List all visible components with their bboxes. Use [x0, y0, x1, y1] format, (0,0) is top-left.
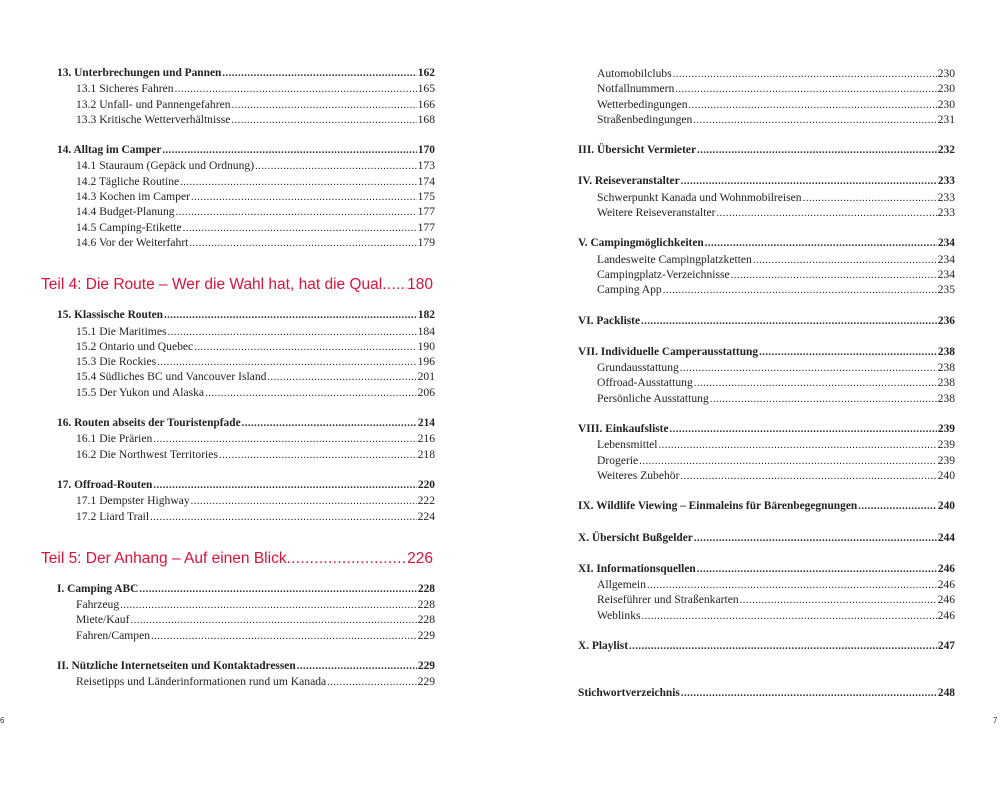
toc-entry-II-5[interactable]: Straßenbedingungen ..... 231: [578, 112, 955, 127]
toc-chapter-16[interactable]: 16. Routen abseits der Touristenpfade ..... 214: [57, 416, 435, 431]
toc-appendix-XI[interactable]: XI. Informationsquellen ..... 246: [578, 562, 955, 577]
toc-entry-II-2[interactable]: Automobilclubs ..... 230: [578, 66, 955, 81]
toc-appendix-V[interactable]: V. Campingmöglichkeiten ..... 234: [578, 236, 955, 251]
toc-appendix-VIII[interactable]: VIII. Einkaufsliste ..... 239: [578, 422, 955, 437]
toc-entry-XI-3[interactable]: Weblinks ..... 246: [578, 608, 955, 623]
toc-left-column: [41, 66, 435, 690]
toc-entry-V-1[interactable]: Landesweite Campingplatzketten ..... 234: [578, 252, 955, 267]
toc-appendix-II[interactable]: II. Nützliche Internetseiten und Kontaktadressen ..... 229: [57, 659, 435, 674]
toc-part-4[interactable]: Teil 4: Die Route – Wer die Wahl hat, hat die Qual ..... 180: [41, 274, 433, 296]
toc-entry-14-1[interactable]: 14.1 Stauraum (Gepäck und Ordnung) ..... 173: [57, 158, 435, 173]
page-number-left: 6: [0, 716, 5, 725]
toc-part-5[interactable]: Teil 5: Der Anhang – Auf einen Blick ..... 226: [41, 548, 433, 570]
toc-chapter-17[interactable]: 17. Offroad-Routen ..... 220: [57, 478, 435, 493]
toc-appendix-IV[interactable]: IV. Reiseveranstalter ..... 233: [578, 174, 955, 189]
toc-entry-13-3[interactable]: 13.3 Kritische Wetterverhältnisse ..... 168: [57, 112, 435, 127]
toc-chapter-14[interactable]: 14. Alltag im Camper ..... 170: [57, 143, 435, 158]
page-number-right: 7: [993, 716, 998, 725]
toc-entry-VIII-1[interactable]: Lebensmittel ..... 239: [578, 437, 955, 452]
toc-entry-14-3[interactable]: 14.3 Kochen im Camper ..... 175: [57, 189, 435, 204]
toc-entry-I-2[interactable]: Miete/Kauf ..... 228: [57, 612, 435, 627]
toc-entry-17-2[interactable]: 17.2 Liard Trail ..... 224: [57, 509, 435, 524]
toc-entry-V-3[interactable]: Camping App ..... 235: [578, 282, 955, 297]
toc-right-column: [578, 66, 955, 702]
toc-entry-15-2[interactable]: 15.2 Ontario und Quebec ..... 190: [57, 339, 435, 354]
toc-entry-13-1[interactable]: 13.1 Sicheres Fahren ..... 165: [57, 81, 435, 96]
toc-entry-16-1[interactable]: 16.1 Die Prärien ..... 216: [57, 431, 435, 446]
toc-entry-II-3[interactable]: Notfallnummern ..... 230: [578, 81, 955, 96]
toc-appendix-VII[interactable]: VII. Individuelle Camperausstattung ..... 238: [578, 345, 955, 360]
toc-entry-VII-3[interactable]: Persönliche Ausstattung ..... 238: [578, 391, 955, 406]
toc-chapter-13[interactable]: 13. Unterbrechungen und Pannen ..... 162: [57, 66, 435, 81]
toc-entry-XI-2[interactable]: Reiseführer und Straßenkarten ..... 246: [578, 592, 955, 607]
toc-entry-VII-2[interactable]: Offroad-Ausstattung ..... 238: [578, 375, 955, 390]
toc-entry-XI-1[interactable]: Allgemein ..... 246: [578, 577, 955, 592]
toc-entry-I-3[interactable]: Fahren/Campen ..... 229: [57, 628, 435, 643]
toc-entry-IV-1[interactable]: Schwerpunkt Kanada und Wohnmobilreisen ..... 233: [578, 190, 955, 205]
toc-entry-VII-1[interactable]: Grundausstattung ..... 238: [578, 360, 955, 375]
toc-entry-14-5[interactable]: 14.5 Camping-Etikette ..... 177: [57, 220, 435, 235]
toc-chapter-15[interactable]: 15. Klassische Routen ..... 182: [57, 308, 435, 323]
toc-entry-15-3[interactable]: 15.3 Die Rockies ..... 196: [57, 354, 435, 369]
toc-entry-V-2[interactable]: Campingplatz-Verzeichnisse ..... 234: [578, 267, 955, 282]
toc-appendix-I[interactable]: I. Camping ABC ..... 228: [57, 582, 435, 597]
toc-appendix-playlist[interactable]: X. Playlist ..... 247: [578, 639, 955, 654]
toc-entry-I-1[interactable]: Fahrzeug ..... 228: [57, 597, 435, 612]
toc-entry-II-1[interactable]: Reisetipps und Länderinformationen rund um Kanada ..... 229: [57, 674, 435, 689]
toc-entry-15-4[interactable]: 15.4 Südliches BC und Vancouver Island ..... 201: [57, 369, 435, 384]
toc-entry-17-1[interactable]: 17.1 Dempster Highway ..... 222: [57, 493, 435, 508]
toc-entry-15-5[interactable]: 15.5 Der Yukon und Alaska ..... 206: [57, 385, 435, 400]
toc-entry-VIII-3[interactable]: Weiteres Zubehör ..... 240: [578, 468, 955, 483]
right-page: [500, 0, 1000, 800]
toc-appendix-IX[interactable]: IX. Wildlife Viewing – Einmaleins für Bärenbegegnungen ..... 240: [578, 499, 955, 514]
toc-entry-14-2[interactable]: 14.2 Tägliche Routine ..... 174: [57, 174, 435, 189]
toc-entry-13-2[interactable]: 13.2 Unfall- und Pannengefahren ..... 166: [57, 97, 435, 112]
toc-entry-VIII-2[interactable]: Drogerie ..... 239: [578, 453, 955, 468]
toc-entry-14-6[interactable]: 14.6 Vor der Weiterfahrt ..... 179: [57, 235, 435, 250]
toc-appendix-VI[interactable]: VI. Packliste ..... 236: [578, 314, 955, 329]
toc-entry-IV-2[interactable]: Weitere Reiseveranstalter ..... 233: [578, 205, 955, 220]
toc-entry-15-1[interactable]: 15.1 Die Maritimes ..... 184: [57, 324, 435, 339]
toc-entry-II-4[interactable]: Wetterbedingungen ..... 230: [578, 97, 955, 112]
toc-entry-16-2[interactable]: 16.2 Die Northwest Territories ..... 218: [57, 447, 435, 462]
toc-appendix-III[interactable]: III. Übersicht Vermieter ..... 232: [578, 143, 955, 158]
toc-entry-14-4[interactable]: 14.4 Budget-Planung ..... 177: [57, 204, 435, 219]
toc-index[interactable]: Stichwortverzeichnis ..... 248: [578, 686, 955, 701]
toc-appendix-X[interactable]: X. Übersicht Bußgelder ..... 244: [578, 531, 955, 546]
